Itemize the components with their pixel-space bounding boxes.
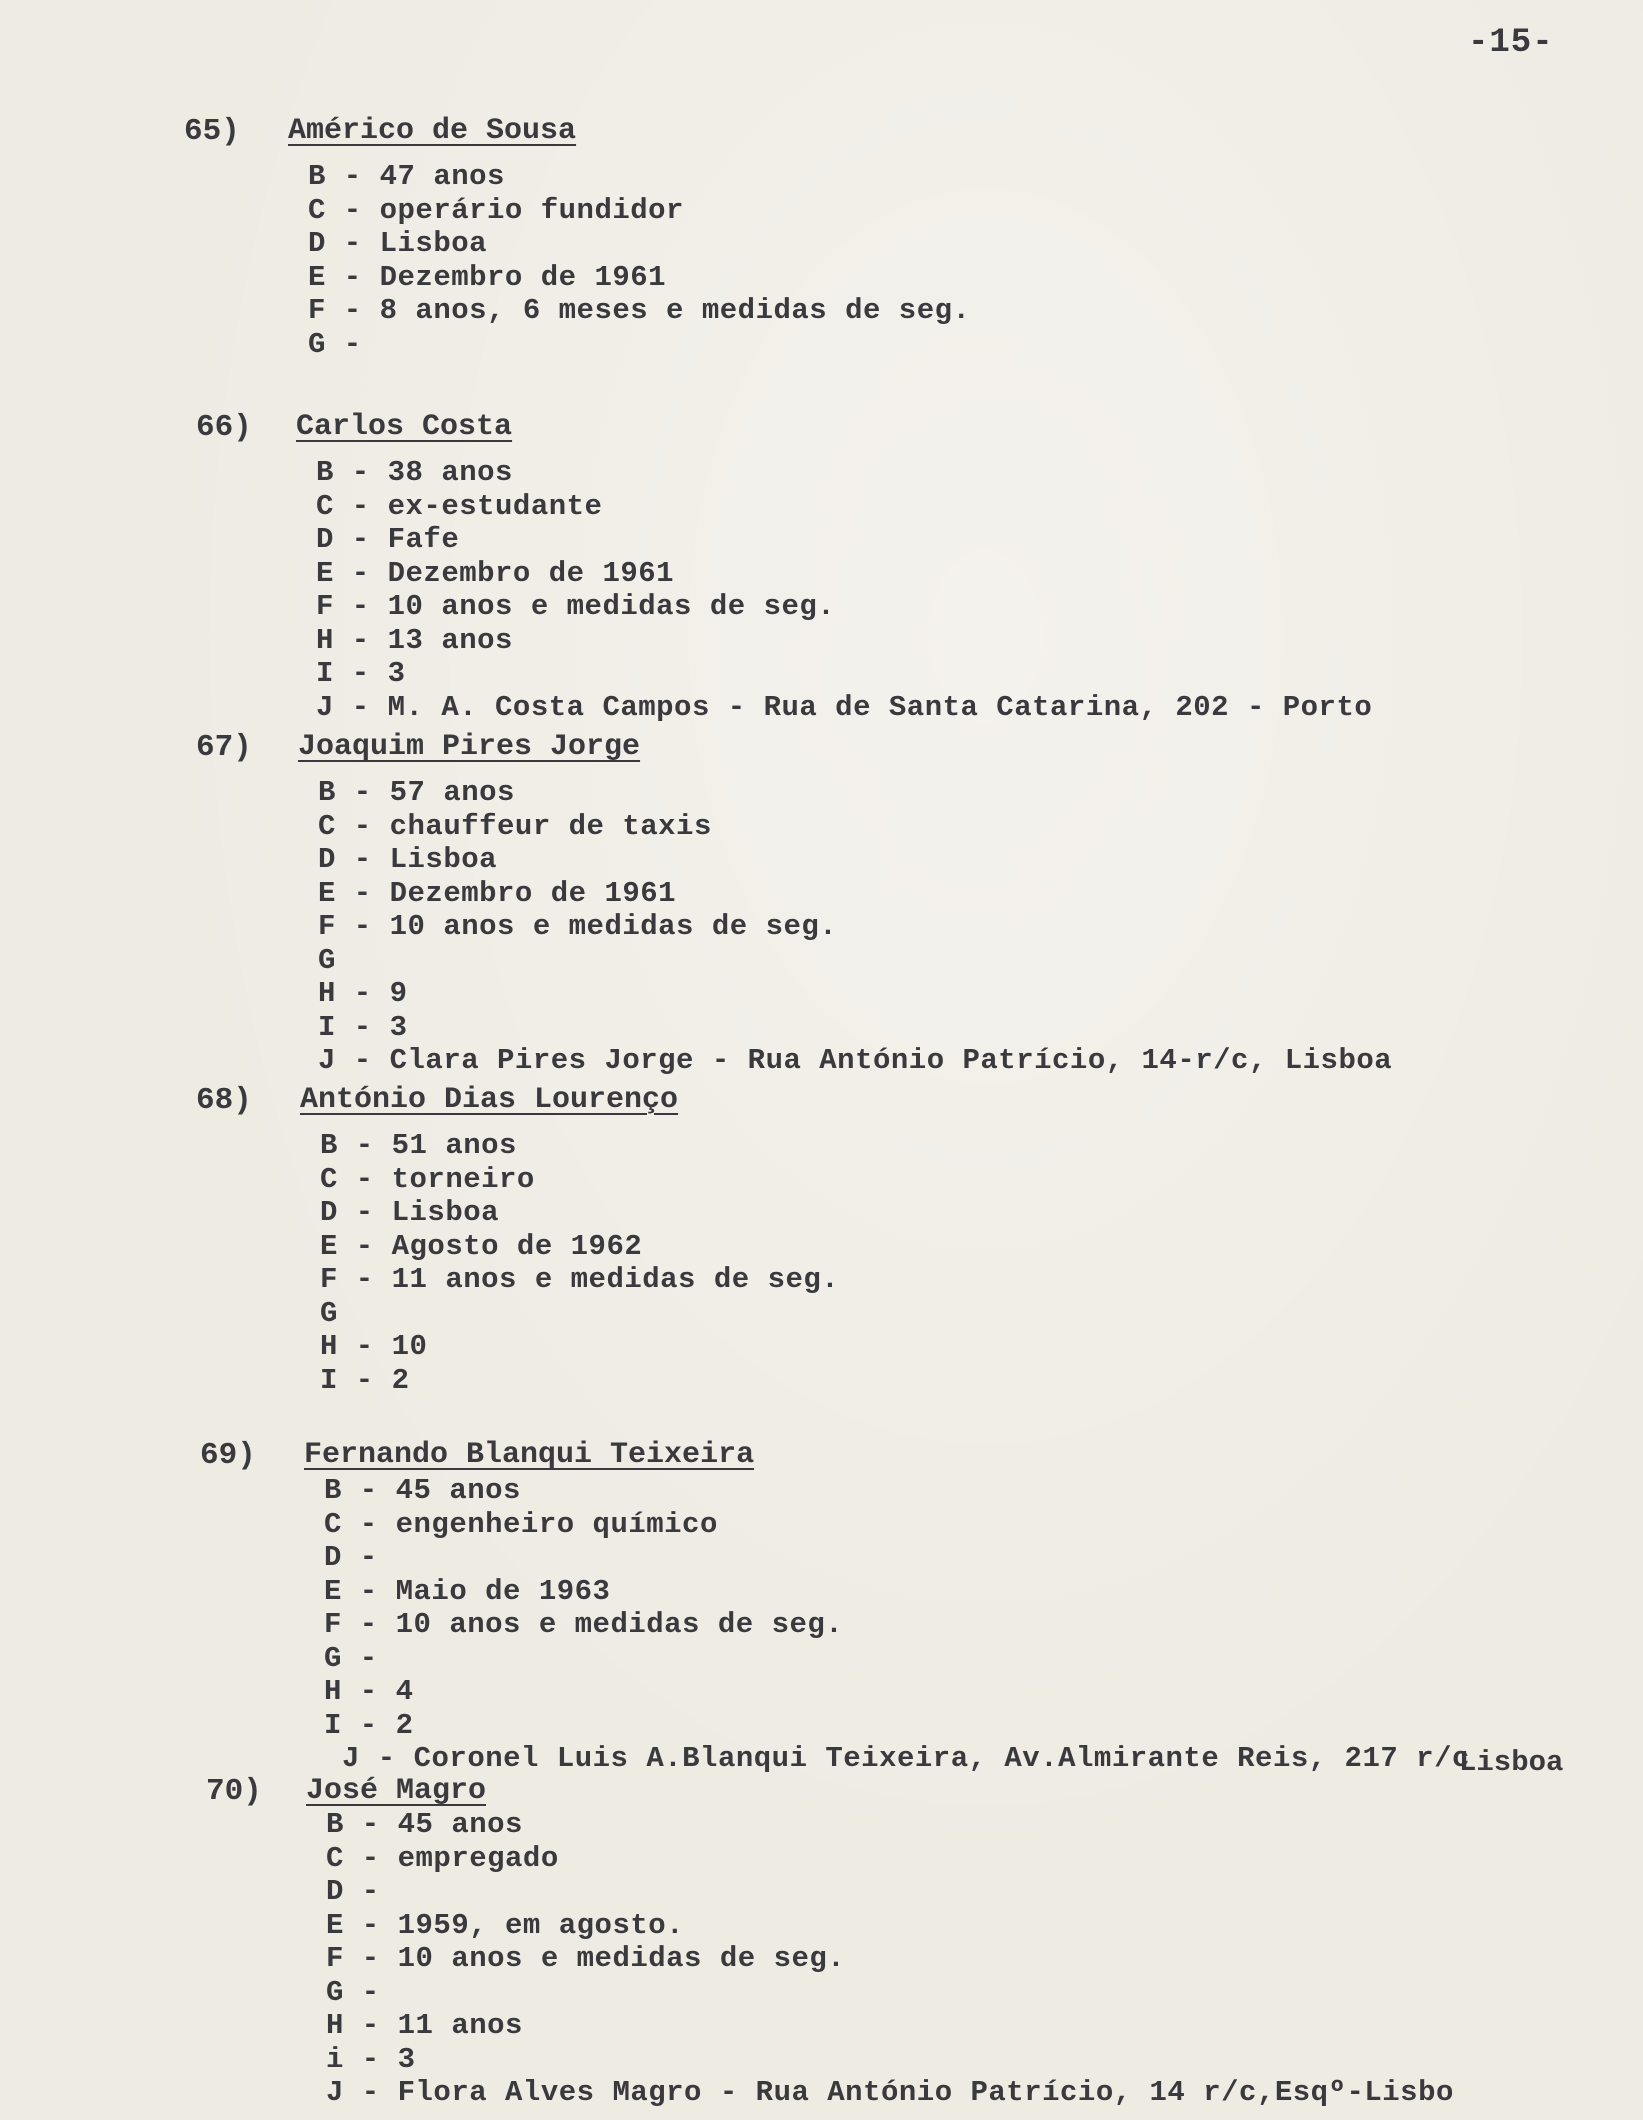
field-line: F - 10 anos e medidas de seg. xyxy=(318,910,838,943)
field-line: H - 9 xyxy=(318,977,408,1010)
page-number: -15- xyxy=(1468,24,1554,62)
field-line: H - 11 anos xyxy=(326,2009,523,2042)
address-continuation: Lisboa xyxy=(1459,1746,1564,1779)
field-line: F - 8 anos, 6 meses e medidas de seg. xyxy=(308,294,971,327)
field-line: i - 3 xyxy=(326,2042,416,2076)
entry-number: 67) xyxy=(196,730,252,765)
field-line: J - Clara Pires Jorge - Rua António Patrício, 14-r/c, Lisboa xyxy=(318,1044,1393,1077)
entry-name: Américo de Sousa xyxy=(288,114,577,148)
field-line: E - Maio de 1963 xyxy=(324,1574,611,1608)
field-line: F - 11 anos e medidas de seg. xyxy=(320,1263,840,1296)
field-line: D - Lisboa xyxy=(318,843,498,876)
field-line: J - M. A. Costa Campos - Rua de Santa Catarina, 202 - Porto xyxy=(316,690,1373,724)
field-line: I - 3 xyxy=(316,657,406,690)
entry-number: 66) xyxy=(196,410,252,445)
field-line: B - 51 anos xyxy=(320,1129,517,1162)
field-line: F - 10 anos e medidas de seg. xyxy=(316,590,836,623)
field-line: D - Fafe xyxy=(316,523,460,556)
entry-number: 65) xyxy=(184,114,240,149)
field-line: G xyxy=(320,1296,338,1330)
entry-fields xyxy=(326,1808,1454,2110)
field-line: B - 38 anos xyxy=(316,456,513,489)
field-line: E - Agosto de 1962 xyxy=(320,1229,643,1263)
field-line: B - 57 anos xyxy=(318,776,515,809)
field-line: C - chauffeur de taxis xyxy=(318,809,712,843)
entry-fields xyxy=(320,1129,839,1397)
field-line: B - 45 anos xyxy=(326,1808,523,1841)
field-line: G xyxy=(318,943,336,977)
field-line: J - Coronel Luis A.Blanqui Teixeira, Av.Almirante Reis, 217 r/c xyxy=(342,1742,1470,1775)
field-line: G - xyxy=(308,327,362,361)
entry-name: Joaquim Pires Jorge xyxy=(298,730,641,764)
field-line: J - Flora Alves Magro - Rua António Patrício, 14 r/c,Esqº-Lisbo xyxy=(326,2076,1454,2109)
entry-number: 68) xyxy=(196,1083,252,1118)
field-line: H - 10 xyxy=(320,1330,428,1363)
field-line: I - 2 xyxy=(320,1363,410,1397)
field-line: H - 13 anos xyxy=(316,623,513,657)
entry-fields xyxy=(324,1474,1470,1776)
entry-fields xyxy=(316,456,1372,724)
entry-name: José Magro xyxy=(306,1774,487,1808)
field-line: E - Dezembro de 1961 xyxy=(308,260,667,294)
entry-fields xyxy=(318,776,1392,1078)
field-line: F - 10 anos e medidas de seg. xyxy=(326,1942,846,1975)
field-line: C - torneiro xyxy=(320,1162,535,1196)
entry-fields xyxy=(308,160,970,361)
field-line: I - 3 xyxy=(318,1010,408,1044)
field-line: D - Lisboa xyxy=(320,1196,500,1229)
field-line: D - xyxy=(324,1541,378,1574)
field-line: B - 47 anos xyxy=(308,160,505,193)
field-line: G - xyxy=(326,1975,380,2009)
field-line: E - Dezembro de 1961 xyxy=(318,876,677,910)
field-line: E - 1959, em agosto. xyxy=(326,1908,685,1942)
entry-name: António Dias Lourenço xyxy=(300,1083,679,1117)
entry-name: Fernando Blanqui Teixeira xyxy=(304,1438,755,1472)
field-line: I - 2 xyxy=(324,1708,414,1742)
field-line: B - 45 anos xyxy=(324,1474,521,1507)
field-line: C - engenheiro químico xyxy=(324,1507,718,1541)
field-line: D - Lisboa xyxy=(308,227,488,260)
field-line: C - ex-estudante xyxy=(316,489,603,523)
field-line: E - Dezembro de 1961 xyxy=(316,556,675,590)
field-line: G - xyxy=(324,1641,378,1675)
field-line: D - xyxy=(326,1875,380,1908)
field-line: F - 10 anos e medidas de seg. xyxy=(324,1608,844,1641)
entry-number: 69) xyxy=(200,1438,256,1473)
field-line: C - operário fundidor xyxy=(308,193,684,227)
field-line: C - empregado xyxy=(326,1841,559,1875)
field-line: H - 4 xyxy=(324,1675,414,1708)
entry-number: 70) xyxy=(206,1774,262,1809)
entry-name: Carlos Costa xyxy=(296,410,513,444)
